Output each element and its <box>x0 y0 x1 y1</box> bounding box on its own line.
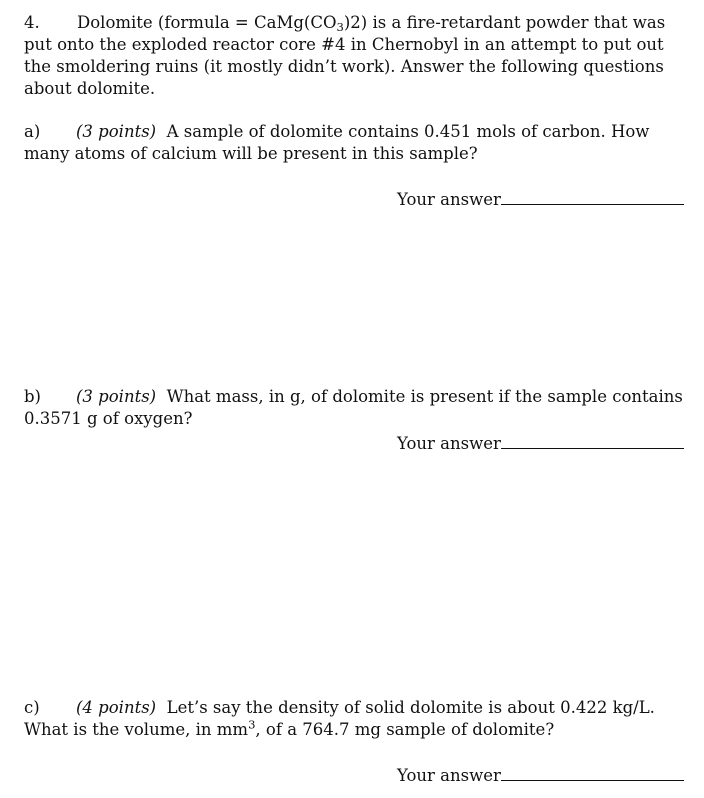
question-stem-text-pre: Dolomite (formula = CaMg(CO <box>77 13 337 32</box>
part-a-answer-blank[interactable] <box>501 204 684 205</box>
part-c-answer-blank[interactable] <box>501 780 684 781</box>
part-c-text-pre: What is the volume, in mm <box>24 720 249 739</box>
part-c-points: (4 points) <box>76 698 157 717</box>
part-c-text-post: , of a 764.7 mg sample of dolomite? <box>255 720 555 739</box>
question-stem <box>24 12 684 100</box>
part-a-prompt <box>24 121 684 165</box>
part-a-answer-field[interactable] <box>397 187 684 209</box>
part-b-answer-field[interactable] <box>397 431 684 453</box>
part-a-answer-label: Your answer <box>397 190 501 209</box>
part-a-label: a) <box>24 122 41 141</box>
part-b-label: b) <box>24 387 41 406</box>
part-c-prompt <box>24 697 684 741</box>
part-c-superscript: 3 <box>248 717 256 732</box>
question-stem-subscript: 3 <box>336 19 344 34</box>
part-b-prompt <box>24 386 684 430</box>
part-b-answer-label: Your answer <box>397 434 501 453</box>
part-c-label: c) <box>24 698 40 717</box>
question-stem-text-post: )2) is a fire-retardant powder that was put onto the exploded reactor core #4 in Chernobyl in an attempt to put out the smoldering ruins (it mostly didn’t work). Answer the following questions about dolomite. <box>24 13 666 98</box>
part-a-points: (3 points) <box>76 122 157 141</box>
part-b-points: (3 points) <box>76 387 157 406</box>
question-number: 4. <box>24 13 40 32</box>
part-b-text: What mass, in g, of dolomite is present if the sample contains 0.3571 g of oxygen? <box>24 387 683 428</box>
part-c-answer-field[interactable] <box>397 763 684 785</box>
part-c-text-line1: Let’s say the density of solid dolomite is about 0.422 kg/L. <box>166 698 655 717</box>
part-b-answer-blank[interactable] <box>501 448 684 449</box>
part-c-answer-label: Your answer <box>397 766 501 785</box>
part-a-text: A sample of dolomite contains 0.451 mols of carbon. How many atoms of calcium will be present in this sample? <box>24 122 650 163</box>
